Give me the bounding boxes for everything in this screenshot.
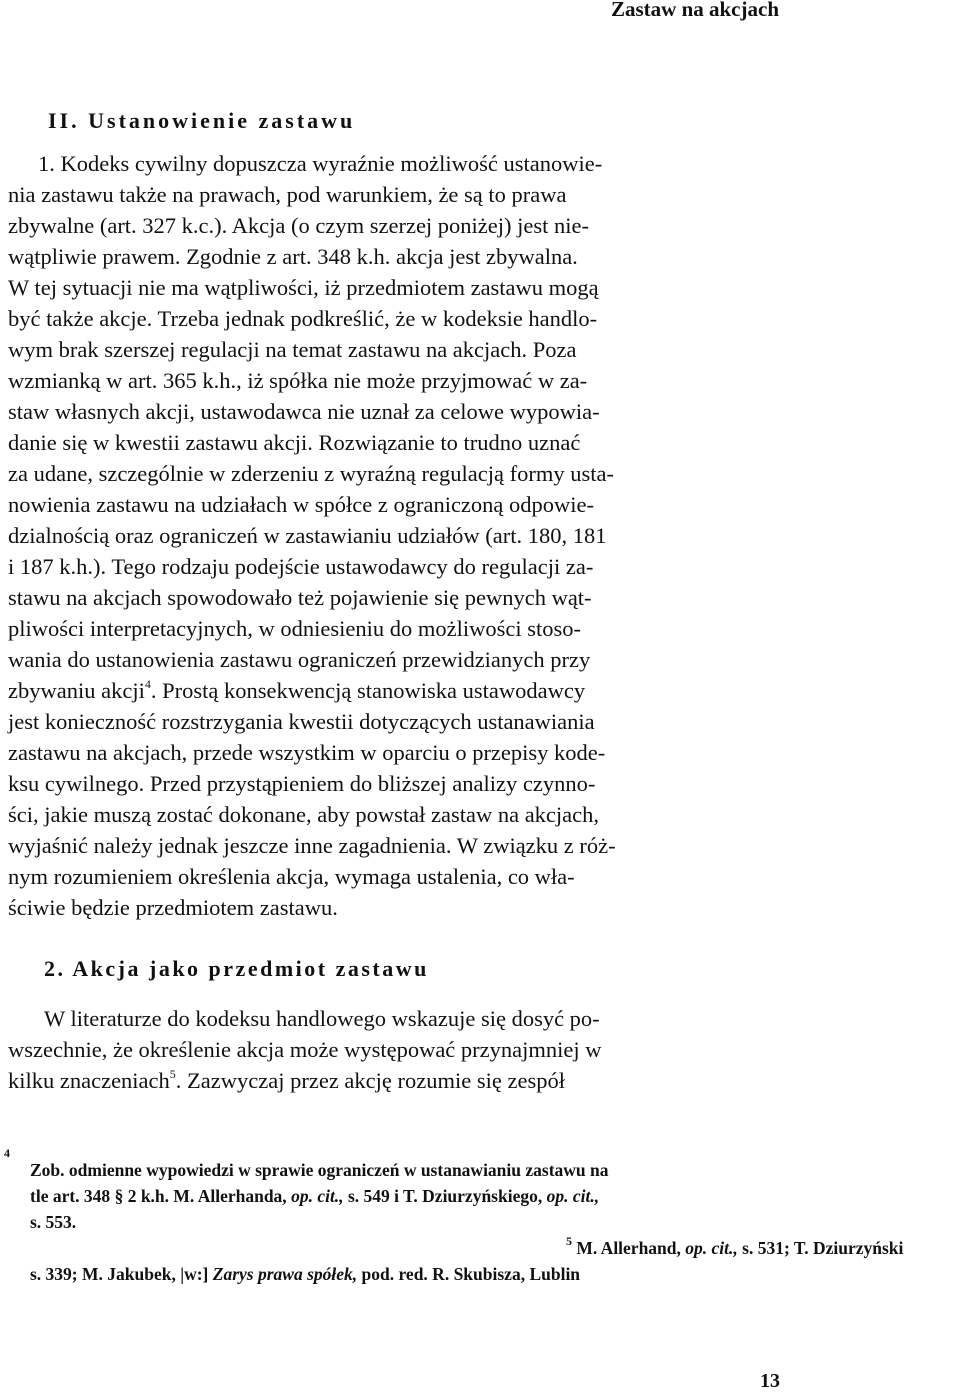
text-line: danie się w kwestii zastawu akcji. Rozwiązanie to trudno uznać <box>8 430 581 455</box>
footnote-4-mark: 4 <box>4 1146 10 1161</box>
text-line: dzialnością oraz ograniczeń w zastawianiu udziałów (art. 180, 181 <box>8 523 607 548</box>
text-line: nowienia zastawu na udziałach w spółce z ograniczoną odpowie- <box>8 492 595 517</box>
footnote-4-line: Zob. odmienne wypowiedzi w sprawie ograniczeń w ustanawianiu zastawu na <box>30 1160 609 1180</box>
text-line-with-note <box>8 675 585 706</box>
text-fragment: . Prostą konsekwencją stanowiska ustawodawcy <box>150 678 586 703</box>
footnote-ref-5[interactable]: 5 <box>169 1066 176 1081</box>
section-heading: II. Ustanowienie zastawu <box>48 108 356 133</box>
text-line: ksu cywilnego. Przed przystąpieniem do bliższej analizy czynno- <box>8 771 596 796</box>
text-line-with-note <box>8 1065 565 1096</box>
text-line: ściwie będzie przedmiotem zastawu. <box>8 895 338 920</box>
text-line: W literaturze do kodeksu handlowego wskazuje się dosyć po- <box>44 1006 600 1031</box>
text-line: nym rozumieniem określenia akcja, wymaga ustalenia, co wła- <box>8 864 575 889</box>
text-line: wszechnie, że określenie akcja może występować przynajmniej w <box>8 1037 602 1062</box>
text-line: i 187 k.h.). Tego rodzaju podejście ustawodawcy do regulacji za- <box>8 554 594 579</box>
footnote-5-mark: 5 <box>566 1234 572 1249</box>
text-line: jest konieczność rozstrzygania kwestii dotyczących ustanawiania <box>8 709 595 734</box>
text-line: W tej sytuacji nie ma wątpliwości, iż przedmiotem zastawu mogą <box>8 275 599 300</box>
footnote-5-line: s. 339; M. Jakubek, |w:] Zarys prawa spółek, pod. red. R. Skubisza, Lublin <box>30 1264 581 1284</box>
text-fragment: zbywaniu akcji <box>8 678 145 703</box>
footnote-4-line: tle art. 348 § 2 k.h. M. Allerhanda, op. cit., s. 549 i T. Dziurzyńskiego, op. cit., <box>30 1186 600 1206</box>
section-symbol: § <box>114 1186 124 1206</box>
text-line: stawu na akcjach spowodowało też pojawienie się pewnych wąt- <box>8 585 592 610</box>
text-line: staw własnych akcji, ustawodawca nie uznał za celowe wypowia- <box>8 399 600 424</box>
text-line: pliwości interpretacyjnych, w odniesieniu do możliwości stoso- <box>8 616 582 641</box>
footnote-ref-4[interactable]: 4 <box>144 676 151 691</box>
text-line: wyjaśnić należy jednak jeszcze inne zagadnienia. W związku z róż- <box>8 833 616 858</box>
text-fragment: kilku znaczeniach <box>8 1068 170 1093</box>
running-title: Zastaw na akcjach <box>610 0 779 21</box>
text-line: wątpliwie prawem. Zgodnie z art. 348 k.h. akcja jest zbywalna. <box>8 244 578 269</box>
text-line: zbywalne (art. 327 k.c.). Akcja (o czym szerzej poniżej) jest nie- <box>8 213 590 238</box>
text-line: nia zastawu także na prawach, pod warunkiem, że są to prawa <box>8 182 567 207</box>
text-line: wym brak szerszej regulacji na temat zastawu na akcjach. Poza <box>8 337 577 362</box>
text-line: ści, jakie muszą zostać dokonane, aby powstał zastaw na akcjach, <box>8 802 600 827</box>
subsection-heading: 2. Akcja jako przedmiot zastawu <box>44 956 429 981</box>
footnote-5-line: $^5$ M. Allerhand, op. cit., s. 531; T. Dziurzyński <box>566 1234 904 1258</box>
text-line: zastawu na akcjach, przede wszystkim w oparciu o przepisy kode- <box>8 740 606 765</box>
page-number: 13 <box>760 1370 780 1392</box>
text-line: wania do ustanowienia zastawu ograniczeń przewidzianych przy <box>8 647 591 672</box>
text-line: być także akcje. Trzeba jednak podkreślić, że w kodeksie handlo- <box>8 306 598 331</box>
text-line: wzmianką w art. 365 k.h., iż spółka nie może przyjmować w za- <box>8 368 588 393</box>
text-line: za udane, szczególnie w zderzeniu z wyraźną regulacją formy usta- <box>8 461 614 486</box>
footnote-4-line: s. 553. <box>30 1212 77 1232</box>
text-line: 1. Kodeks cywilny dopuszcza wyraźnie możliwość ustanowie- <box>38 151 603 176</box>
text-fragment: . Zazwyczaj przez akcję rozumie się zespół <box>175 1068 565 1093</box>
